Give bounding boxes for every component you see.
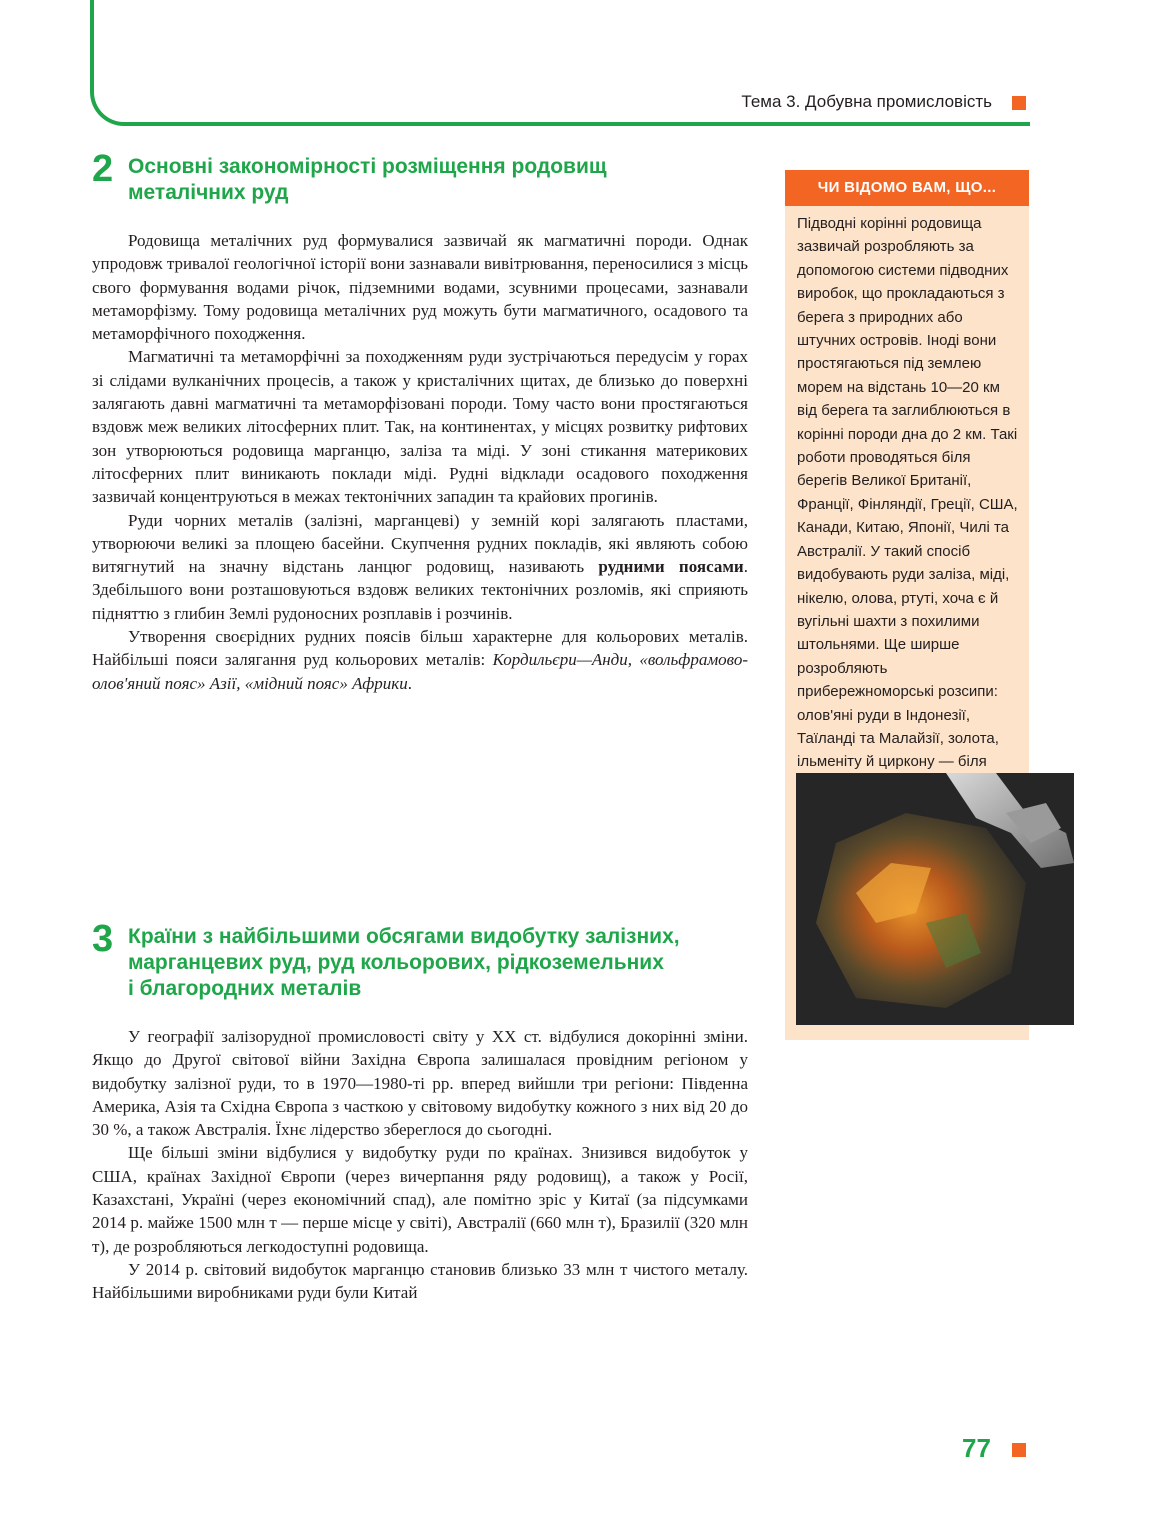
page-number: 77 (962, 1433, 991, 1463)
did-you-know-box (785, 170, 1029, 1040)
section-title: Країни з найбільшими обсягами видобутку залізних, марганцевих руд, руд кольорових, рідкоземельних і благородних металів (128, 925, 680, 1000)
section-3-heading (92, 920, 680, 1002)
page-marker (1012, 1443, 1026, 1457)
section-number: 3 (92, 918, 114, 960)
ore-photo (796, 773, 1074, 1025)
paragraph: Ще більші зміни відбулися у видобутку руди по країнах. Знизився видобуток у США, країнах Західної Європи (через вичерпання ряду родовищ), а також у Росії, Казахстані, Україні (через економічний спад), але помітно зріс у Китаї (за підсумками 2014 р. майже 1500 млн т — перше місце у світі), Австралії (660 млн т), Бразилії (320 млн т), де розробляються легкодоступні родовища. (92, 1143, 748, 1256)
ore-rock-image (796, 773, 1074, 1025)
paragraph: Магматичні та метаморфічні за походженням руди зустрічаються передусім у горах зі слідами вулканічних процесів, а також у кристалічних щитах, де близько до поверхні залягають давні магматичні та метаморфізовані породи. Тому часто вони простягаються вздовж меж великих літосферних плит. Так, на континентах, у місцях розвитку рифтових зон утворюються родовища марганцю, заліза та міді. У зоні стикання материкових літосферних плит виникають поклади міді. Рудні відклади осадового походження зазвичай концентруються в межах тектонічних западин та крайових прогинів. (92, 347, 748, 507)
section-title: Основні закономірності розміщення родовищ металічних руд (128, 155, 607, 204)
belt-names: Кордильєри—Анди, «вольфрамово-олов'яний пояс» Азії, «мідний пояс» Африки (92, 650, 748, 693)
did-you-know-heading: ЧИ ВІДОМО ВАМ, ЩО... (785, 170, 1029, 206)
section-number: 2 (92, 148, 114, 190)
paragraph: Руди чорних металів (залізні, марганцеві) у земній корі залягають пластами, утворюючи великі за площею басейни. Скупчення рудних покладів, які являють собою витягнутий на значну відстань ланцюг родовищ, називають рудними поясами. Здебільшого вони розташовуються вздовж великих тектонічних розломів, які сприяють підняттю з глибин Землі рудоносних розплавів і розчинів. (92, 510, 748, 623)
section-2-heading (92, 150, 607, 206)
did-you-know-text: Підводні корінні родовища зазвичай розробляють за допомогою системи підводних виробок, що прокладаються з берега з природних або штучних островів. Іноді вони простягаються під землею морем на відстань 10—20 км від берега та заглиблюються в корінні породи дна до 2 км. Такі роботи проводяться біля берегів Великої Британії, Франції, Фінляндії, Греції, США, Канади, Китаю, Японії, Чилі та Австралії. У такий спосіб видобувають руди заліза, міді, нікелю, олова, ртуті, хоча є й вугільні шахти з похилими штольнями. Ще ширше розробляють прибережноморські розсипи: олов'яні руди в Індонезії, Таїланді та Малайзії, золота, ільменіту й циркону — біля (797, 215, 1018, 771)
paragraph: У 2014 р. світовий видобуток марганцю становив близько 33 млн т чистого металу. Найбільшими виробниками руди були Китай (92, 1259, 748, 1303)
section-3-body (92, 1025, 748, 1305)
section-2-body (92, 229, 748, 695)
header-marker (1012, 96, 1026, 110)
paragraph: Родовища металічних руд формувалися зазвичай як магматичні породи. Однак упродовж тривалої геологічної історії вони зазнавали вивітрювання, переносилися з місць свого формування водами річок, підземними водами, зсувними процесами, зазнавали метаморфізму. Тому родовища металічних руд можуть бути магматичного, осадового та метаморфічного походження. (92, 231, 748, 344)
paragraph: Утворення своєрідних рудних поясів більш характерне для кольорових металів. Найбільші пояси залягання руд кольорових металів: Кордильєри—Анди, «вольфрамово-олов'яний пояс» Азії, «мідний пояс» Африки. (92, 627, 748, 693)
term-ore-belts: рудними поясами (598, 557, 744, 577)
paragraph: У географії залізорудної промисловості світу у XX ст. відбулися докорінні зміни. Якщо до Другої світової війни Західна Європа залишалася провідним регіоном у видобутку залізної руди, то в 1970—1980-ті рр. вперед вийшли три регіони: Південна Америка, Азія та Східна Європа з часткою у світовому видобутку кожного з них від 20 до 30 %, а також Австралія. Їхнє лідерство збереглося до сьогодні. (92, 1027, 748, 1140)
topic-header: Тема 3. Добувна промисловість (741, 92, 992, 111)
